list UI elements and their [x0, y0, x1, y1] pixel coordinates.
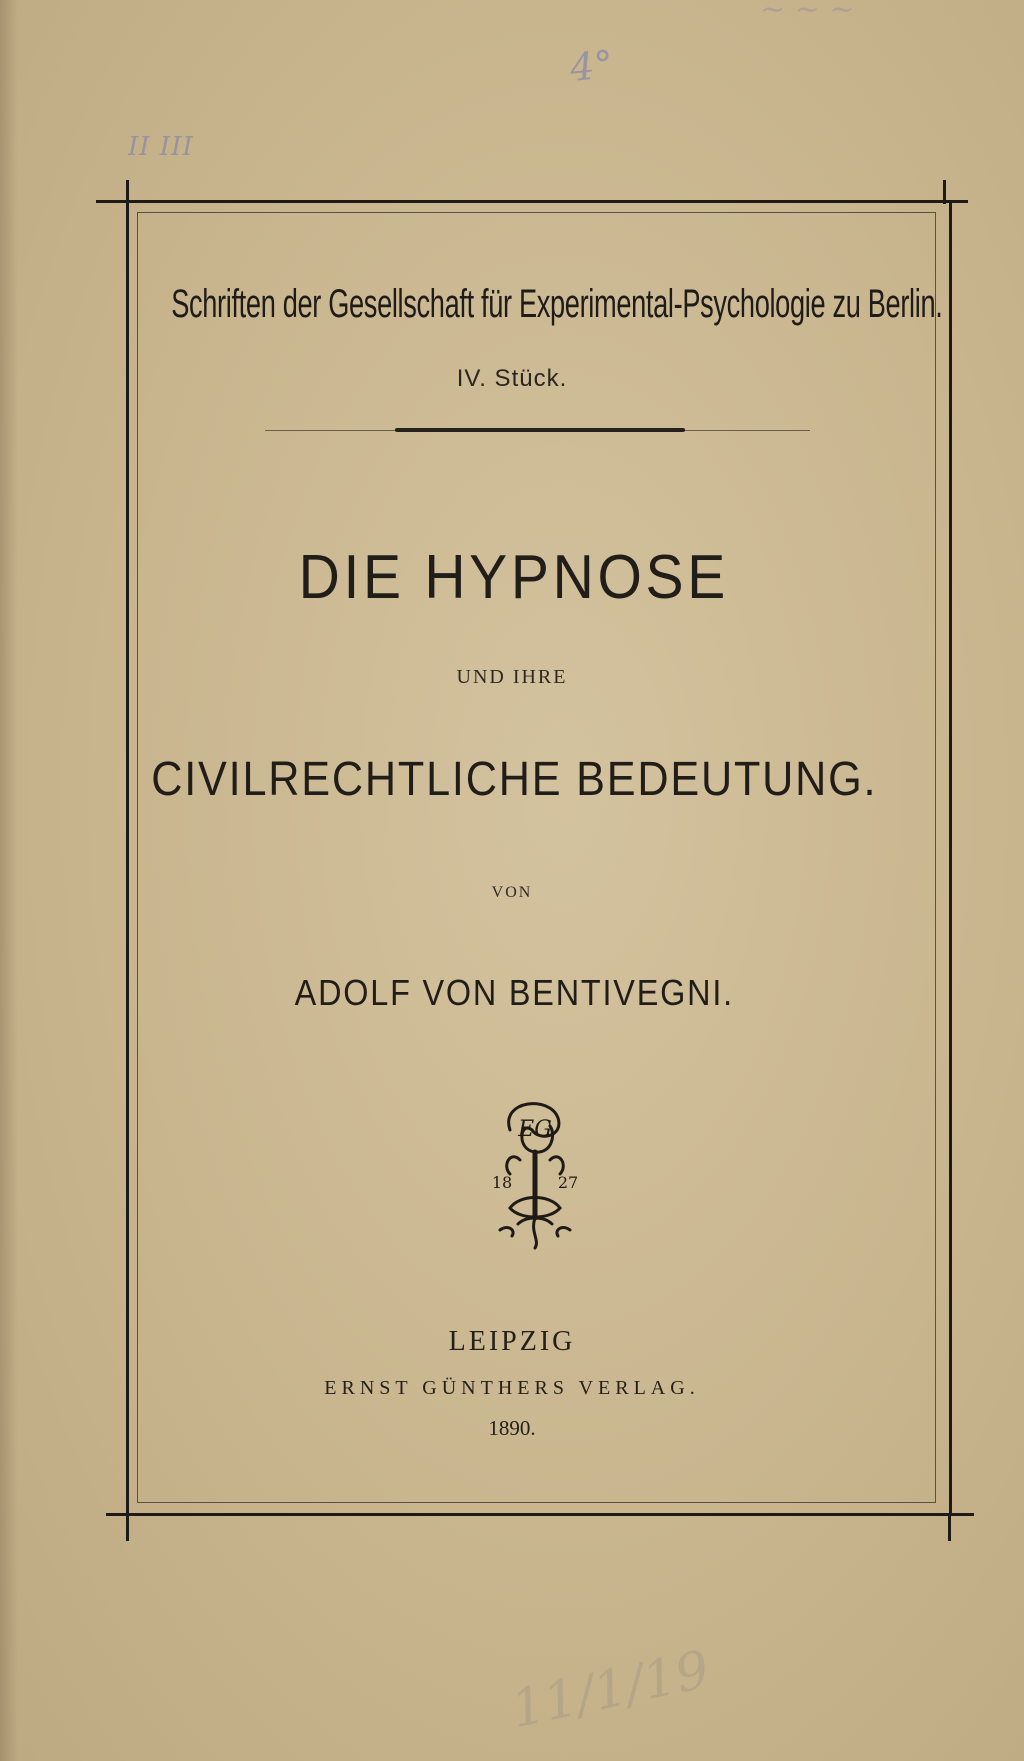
by-line: VON — [491, 884, 533, 901]
frame-bottom-rule — [106, 1513, 974, 1516]
series-number: IV. Stück. — [456, 365, 568, 392]
frame-tick — [126, 1513, 129, 1541]
publisher-monogram-icon — [480, 1090, 590, 1250]
title-connector: UND IHRE — [456, 666, 568, 688]
series-title: Schriften der Gesellschaft für Experimental-Psychologie zu Berlin. — [171, 282, 943, 326]
monogram-year-left: 18 — [491, 1173, 513, 1192]
imprint-publisher: ERNST GÜNTHERS VERLAG. — [324, 1377, 700, 1399]
handwritten-shelf-mark: 4° — [567, 41, 616, 91]
book-title: DIE HYPNOSE — [298, 543, 730, 612]
imprint-city: LEIPZIG — [448, 1326, 576, 1357]
imprint-year: 1890. — [488, 1416, 536, 1440]
spine-shadow — [0, 0, 18, 1761]
frame-inner — [137, 212, 943, 1503]
book-subtitle: CIVILRECHTLICHE BEDEUTUNG. — [151, 753, 878, 806]
monogram-year-right: 27 — [557, 1173, 579, 1192]
handwritten-roman-note: II III — [128, 132, 194, 162]
handwritten-top-right-note: ~ ~ ~ — [760, 0, 855, 27]
monogram-letters: EG — [518, 1117, 552, 1142]
frame-tick — [948, 1513, 951, 1541]
divider-rule-thick — [395, 428, 685, 432]
handwritten-bottom-note: 11/1/19 — [505, 1639, 715, 1741]
author-name: ADOLF VON BENTIVEGNI. — [294, 972, 734, 1013]
